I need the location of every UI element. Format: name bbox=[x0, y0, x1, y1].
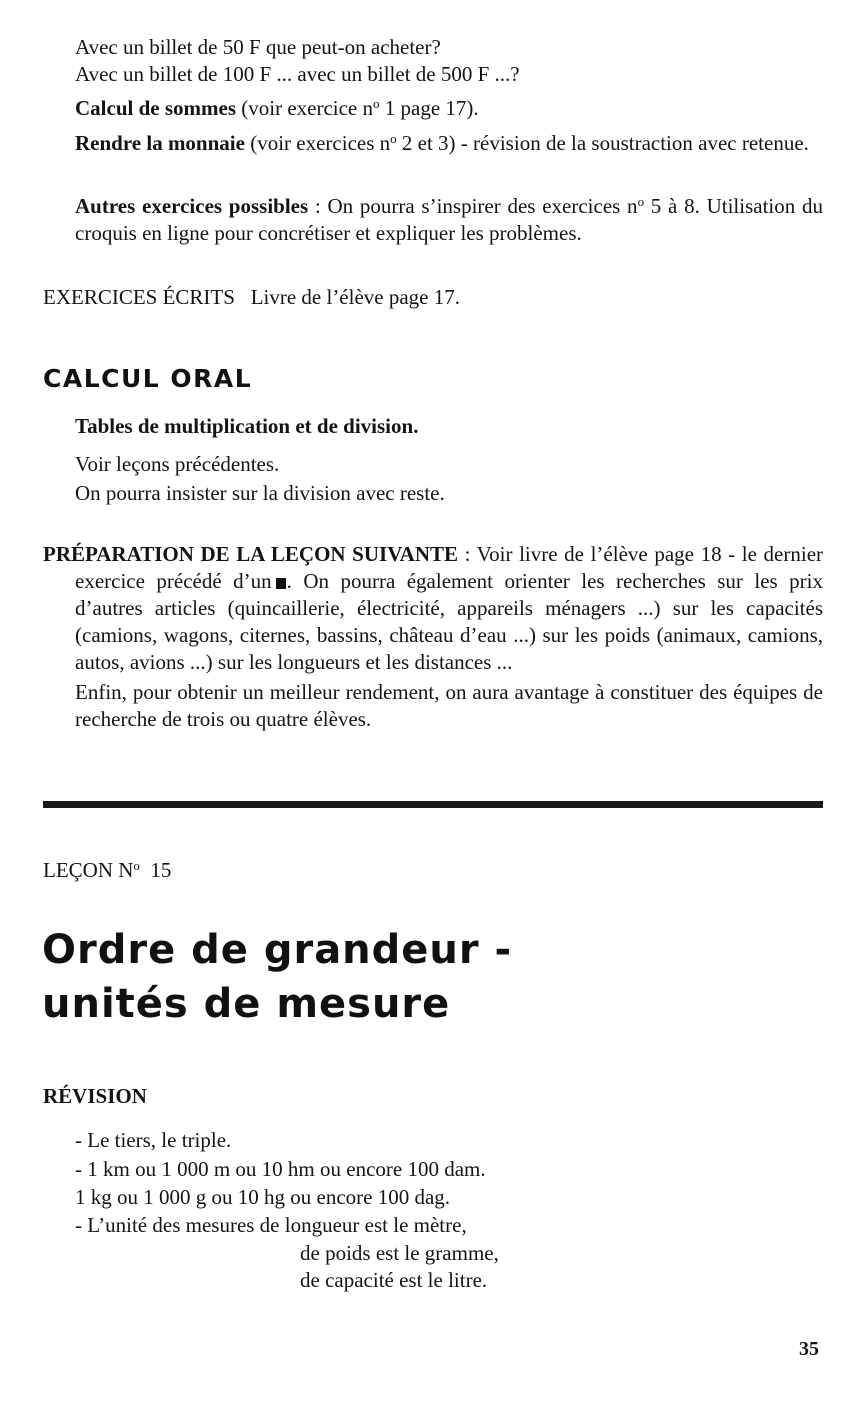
revision-line-1: - Le tiers, le triple. bbox=[75, 1128, 232, 1152]
revision-line-6: de capacité est le litre. bbox=[300, 1268, 488, 1292]
exercices-ecrits-line bbox=[43, 284, 460, 311]
exercices-ecrits-text: Livre de l’élève page 17. bbox=[250, 285, 461, 309]
lecon-sup: o bbox=[133, 858, 140, 873]
preparation-label: PRÉPARATION DE LA LEÇON SUIVANTE bbox=[43, 542, 459, 566]
lecon-number-line bbox=[43, 857, 171, 884]
lecon-number: 15 bbox=[150, 858, 172, 882]
exercices-ecrits-label: EXERCICES ÉCRITS bbox=[43, 285, 235, 309]
lecon-label: LEÇON N bbox=[43, 858, 134, 882]
revision-line-5: de poids est le gramme, bbox=[300, 1241, 499, 1265]
preparation-paragraph-2: Enfin, pour obtenir un meilleur rendement, on aura avantage à constituer des équipes de recherche de trois ou quatre élèves. bbox=[75, 680, 823, 731]
revision-line-3: 1 kg ou 1 000 g ou 10 hg ou encore 100 dag. bbox=[75, 1185, 451, 1209]
lecon-title-line-2: unités de mesure bbox=[42, 981, 451, 1027]
calcul-oral-subheading: Tables de multiplication et de division. bbox=[75, 414, 419, 438]
preparation-paragraph bbox=[43, 541, 823, 676]
billet-line-2: Avec un billet de 100 F ... avec un billet de 500 F ...? bbox=[75, 62, 520, 86]
page-number: 35 bbox=[799, 1338, 819, 1360]
calcul-oral-heading: CALCUL ORAL bbox=[43, 364, 253, 393]
calcul-sommes-sup: o bbox=[373, 96, 380, 111]
autres-exercices-paragraph bbox=[75, 193, 823, 247]
preparation-text-a: : Voir livre de l’élève page 18 - le dernier exercice précédé d’un bbox=[75, 542, 824, 593]
calcul-oral-line-2: On pourra insister sur la division avec reste. bbox=[75, 481, 445, 505]
calcul-oral-line-1: Voir leçons précédentes. bbox=[75, 452, 280, 476]
calcul-sommes-label: Calcul de sommes bbox=[75, 96, 236, 120]
preparation-section bbox=[43, 541, 823, 733]
rendre-monnaie-sup: o bbox=[390, 131, 397, 146]
autres-exercices-sup: o bbox=[637, 194, 645, 209]
calcul-sommes-post: 1 page 17). bbox=[379, 96, 479, 120]
rendre-monnaie-label: Rendre la monnaie bbox=[75, 131, 245, 155]
rendre-monnaie-post: 2 et 3) - révision de la soustraction avec retenue. bbox=[396, 131, 809, 155]
autres-exercices-post: 5 à 8. Utilisation du croquis en ligne pour concrétiser et expliquer les problèmes. bbox=[75, 194, 823, 245]
rendre-monnaie-paragraph bbox=[75, 130, 823, 157]
rendre-monnaie-pre: (voir exercices n bbox=[244, 131, 391, 155]
billet-line-1: Avec un billet de 50 F que peut-on acheter? bbox=[75, 35, 441, 59]
lecon-title bbox=[42, 923, 512, 1031]
lecon-title-line-1: Ordre de grandeur - bbox=[42, 927, 513, 973]
revision-heading: RÉVISION bbox=[43, 1084, 147, 1108]
calcul-sommes-pre: (voir exercice n bbox=[236, 96, 374, 120]
section-divider bbox=[43, 801, 823, 808]
calcul-sommes-paragraph bbox=[75, 95, 823, 122]
autres-exercices-pre: : On pourra s’inspirer des exercices n bbox=[308, 194, 638, 218]
black-square-icon bbox=[276, 578, 286, 589]
revision-line-2: - 1 km ou 1 000 m ou 10 hm ou encore 100 dam. bbox=[75, 1157, 486, 1181]
revision-line-4: - L’unité des mesures de longueur est le mètre, bbox=[75, 1213, 467, 1237]
autres-exercices-label: Autres exercices possibles bbox=[75, 194, 309, 218]
preparation-text-b: . On pourra également orienter les recherches sur les prix d’autres articles (quincaillerie, électricité, appareils ménagers ...) sur les capacités (camions, wagons, citernes, bassins, château d’eau ...) sur les poids (animaux, camions, autos, avions ...) sur les longueurs et les distances ... bbox=[75, 569, 823, 674]
